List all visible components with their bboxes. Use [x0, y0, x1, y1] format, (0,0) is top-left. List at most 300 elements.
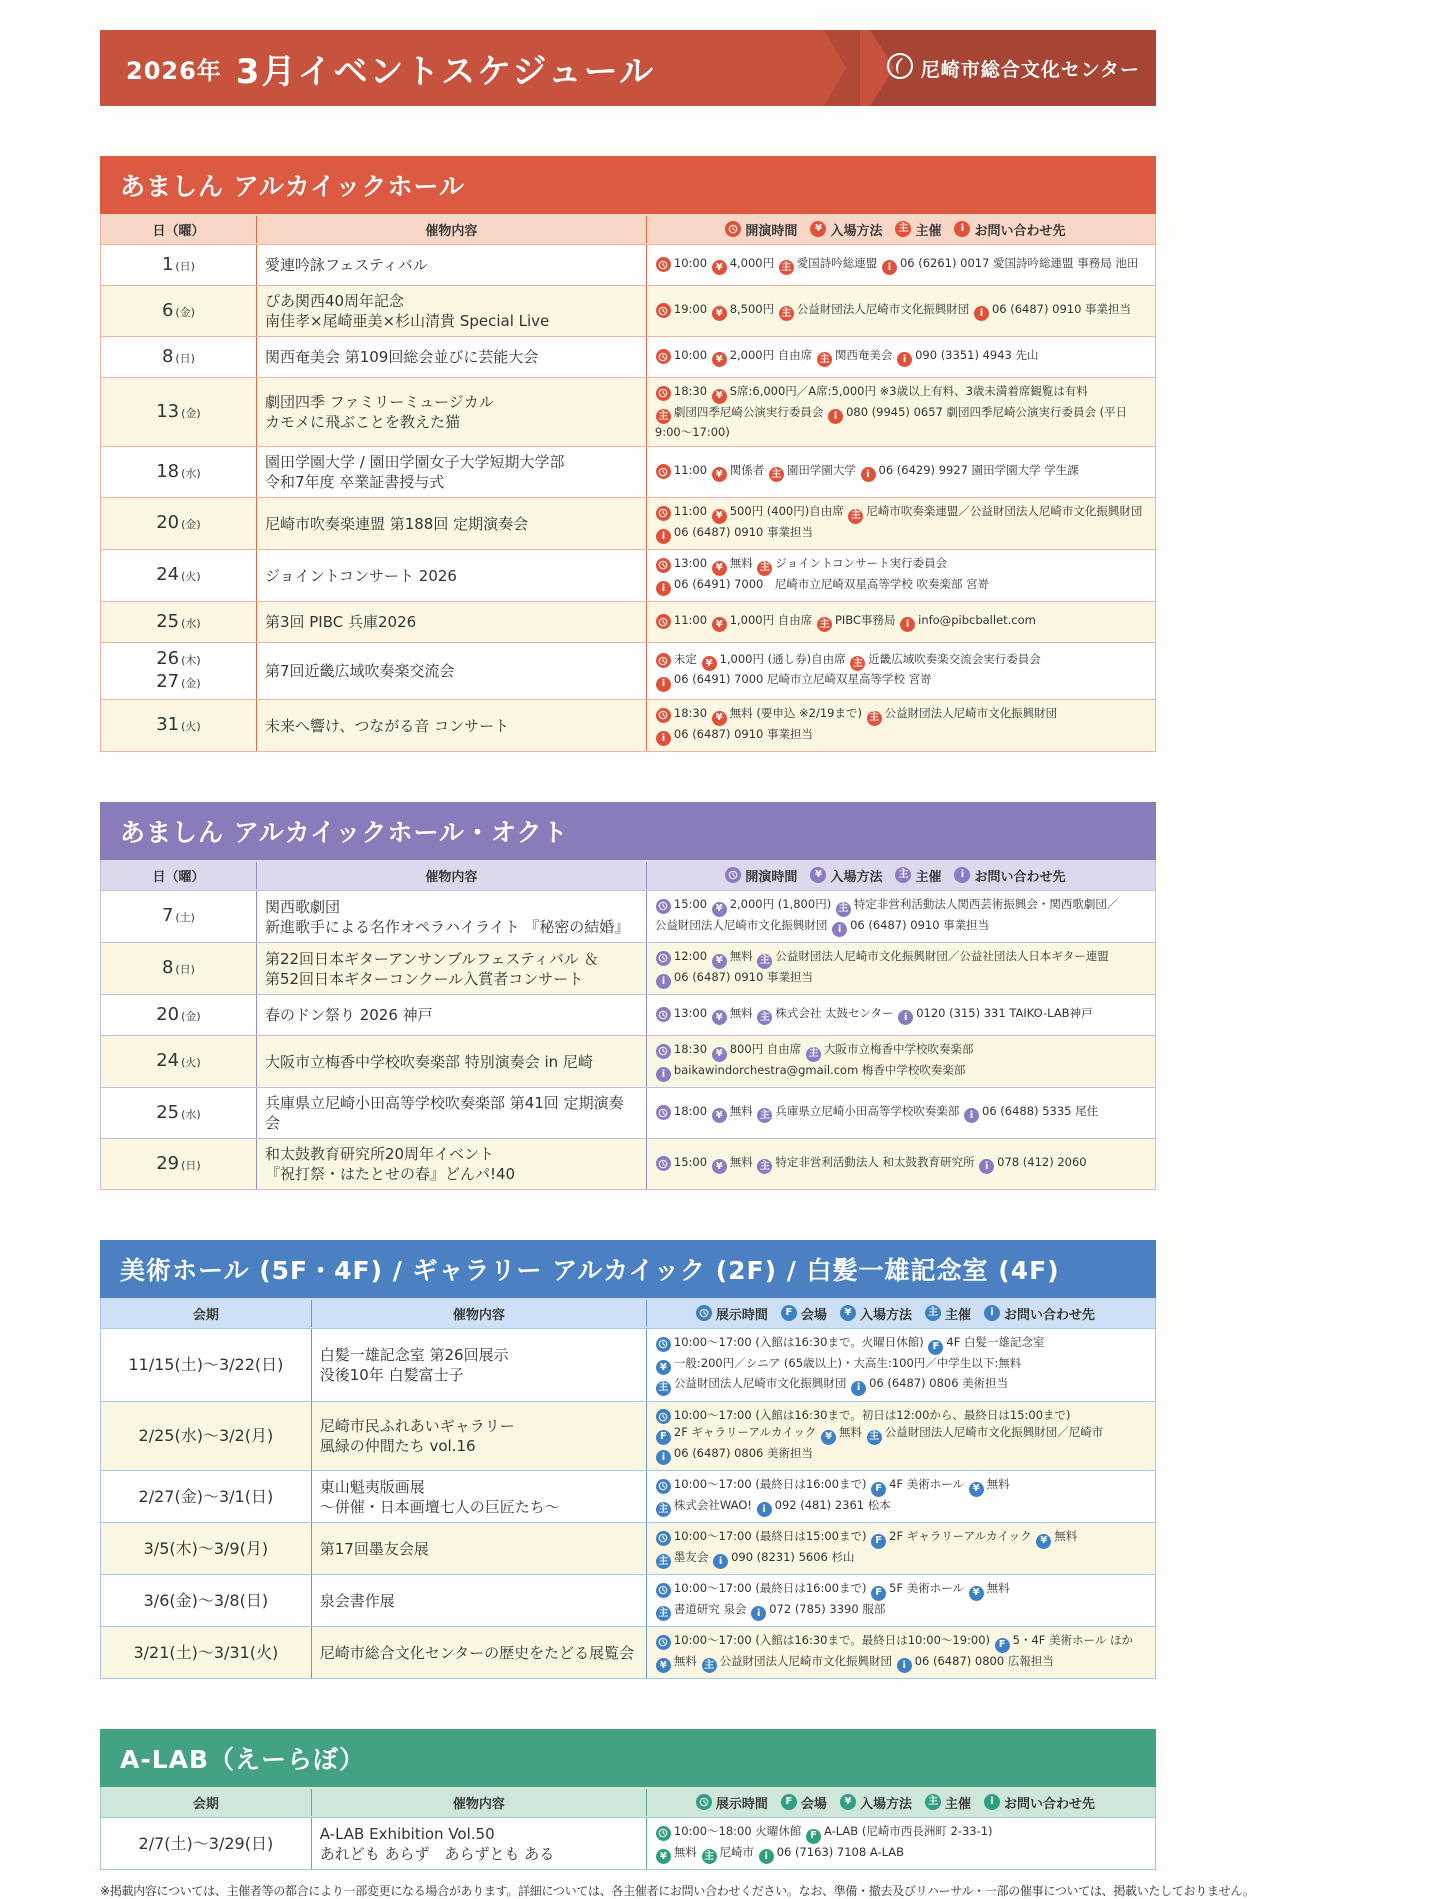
- event-details: [646, 1036, 1155, 1087]
- event-row: [101, 942, 1155, 994]
- text: 06 (6487) 0910 事業担当: [673, 969, 814, 984]
- text: 06 (7163) 7108 A-LAB: [776, 1844, 905, 1859]
- organizer-icon: 主: [702, 1849, 717, 1864]
- event-date-line: [156, 1153, 201, 1176]
- event-title: [311, 1627, 646, 1678]
- text: 公益財団法人尼崎市文化振興財団: [654, 917, 832, 932]
- event-title-line: 尼崎市吹奏楽連盟 第188回 定期演奏会: [264, 514, 529, 533]
- organizer-icon: 主: [867, 711, 882, 726]
- event-details: [646, 337, 1155, 377]
- event-title-line: 大阪市立梅香中学校吹奏楽部 特別演奏会 in 尼崎: [264, 1052, 593, 1071]
- event-details-line: [655, 1445, 1147, 1466]
- text: 06 (6487) 0806 美術担当: [673, 1445, 814, 1460]
- event-details-line: [655, 383, 1147, 404]
- column-header-date: 日（曜）: [152, 869, 205, 885]
- organizer-icon: 主: [757, 1108, 772, 1123]
- text: 10:00～17:00 (最終日は15:00まで): [673, 1529, 871, 1543]
- info-icon: i: [759, 1849, 774, 1864]
- clock-icon: [656, 951, 671, 966]
- yen-icon: ¥: [656, 1849, 671, 1864]
- text: 4,000円: [729, 255, 778, 270]
- event-row: [101, 497, 1155, 549]
- yen-icon: ¥: [702, 656, 717, 671]
- event-title-line: 愛連吟詠フェスティバル: [264, 256, 428, 274]
- event-date: [101, 1036, 256, 1087]
- venue-icon: F: [656, 1430, 671, 1445]
- table-header: [101, 214, 1155, 244]
- section-amashin-alkaic-hall: [100, 156, 1156, 752]
- text: PIBC事務局: [834, 612, 900, 627]
- text: 無料: [673, 1653, 701, 1668]
- organizer-icon: 主: [895, 867, 911, 883]
- info-icon: i: [713, 1554, 728, 1569]
- event-details-line: [655, 1653, 1147, 1674]
- event-date-range: 2/27(金)～3/1(日): [138, 1487, 274, 1506]
- event-details-line: [655, 726, 1147, 747]
- schedule-table: [100, 1298, 1156, 1679]
- clock-icon: [656, 1156, 671, 1171]
- info-icon: i: [974, 306, 989, 321]
- event-date: [101, 1088, 256, 1138]
- event-row: [101, 446, 1155, 497]
- event-title-line: 『祝打祭・はたとせの春』どんパ!40: [264, 1165, 516, 1183]
- yen-icon: ¥: [810, 221, 826, 237]
- event-row: [101, 601, 1155, 642]
- text: 尼崎市吹奏楽連盟／公益財団法人尼崎市文化振興財団: [866, 504, 1143, 518]
- event-date-line: [162, 300, 195, 323]
- event-date-range: 3/21(土)～3/31(火): [133, 1643, 279, 1662]
- event-row: [101, 1574, 1155, 1626]
- yen-icon: ¥: [712, 389, 727, 404]
- text: 15:00: [673, 1154, 711, 1169]
- text: 兵庫県立尼崎小田高等学校吹奏楽部: [775, 1103, 964, 1118]
- info-icon: i: [900, 617, 915, 632]
- text: お問い合わせ先: [974, 869, 1066, 885]
- text: 墨友会: [673, 1549, 713, 1564]
- organizer-icon: 主: [895, 221, 911, 237]
- event-weekday: (日): [175, 963, 195, 976]
- text: 関西奄美会: [834, 347, 897, 362]
- event-details-line: [655, 948, 1147, 969]
- event-row: [101, 1522, 1155, 1574]
- event-title: [256, 643, 646, 699]
- event-date-line: [156, 401, 201, 424]
- text: 500円 (400円)自由席: [729, 504, 848, 518]
- event-details: [646, 1329, 1155, 1401]
- banner-year: 2026年: [126, 56, 222, 85]
- event-day-number: 24: [156, 1050, 180, 1071]
- event-weekday: (金): [181, 677, 201, 690]
- event-details: [646, 550, 1155, 601]
- event-day-number: 20: [156, 1003, 180, 1025]
- event-row: [101, 994, 1155, 1035]
- event-title-line: 令和7年度 卒業証書授与式: [264, 473, 445, 491]
- event-details-line: [655, 1154, 1147, 1175]
- event-details-line: [655, 524, 1147, 545]
- text: 開演時間: [745, 223, 798, 239]
- event-details: [646, 891, 1155, 942]
- yen-icon: ¥: [712, 617, 727, 632]
- text: 06 (6261) 0017 愛国詩吟総連盟 事務局 池田: [899, 255, 1139, 270]
- clock-icon: [725, 221, 741, 237]
- text: 06 (6487) 0806 美術担当: [869, 1376, 1009, 1390]
- event-weekday: (金): [181, 518, 201, 531]
- event-details-line: [655, 1062, 1147, 1083]
- text: 092 (481) 2361 松本: [774, 1497, 891, 1512]
- event-title-line: 白髪一雄記念室 第26回展示: [319, 1345, 509, 1364]
- footnote: ※掲載内容については、主催者等の都合により一部変更になる場合があります。詳細については、各主催者にお問い合わせください。なお、準備・撤去及びリハーサル・一部の催事については、掲載いたしておりません。: [100, 1884, 1255, 1898]
- event-details: [646, 700, 1155, 751]
- text: 会場: [800, 1796, 827, 1812]
- event-title-line: カモメに飛ぶことを教えた猫: [264, 413, 460, 431]
- yen-icon: ¥: [712, 306, 727, 321]
- event-row: [101, 1328, 1155, 1401]
- event-row: [101, 285, 1155, 336]
- event-date-line: [162, 957, 195, 980]
- event-details-line: [655, 917, 1147, 938]
- text: 株式会社 太鼓センター: [775, 1005, 898, 1020]
- event-date: [101, 891, 256, 942]
- event-details-line: [655, 1334, 1147, 1355]
- event-title: [311, 1575, 646, 1626]
- table-header: [101, 860, 1155, 890]
- column-header-legend: [646, 216, 1155, 243]
- text: 11:00: [673, 612, 711, 627]
- event-title-line: 関西歌劇団: [264, 897, 340, 916]
- clock-icon: [656, 1337, 671, 1352]
- section-title: 美術ホール (5F・4F) / ギャラリー アルカイック (2F) / 白髪一雄記念室 (4F): [100, 1240, 1156, 1298]
- event-title-line: 春のドン祭り 2026 神戸: [264, 1006, 433, 1024]
- text: 無料: [729, 1154, 757, 1169]
- organizer-icon: 主: [867, 1430, 882, 1445]
- event-title-line: あれども あらず あらずとも ある: [319, 1844, 555, 1863]
- text: 06 (6491) 7000 尼崎市立尼崎双星高等学校 吹奏楽部 宮嵜: [673, 576, 990, 591]
- event-details-line: [655, 896, 1147, 917]
- info-icon: i: [964, 1108, 979, 1123]
- column-header-content: 催物内容: [311, 1300, 646, 1327]
- event-date: [101, 602, 256, 642]
- organizer-icon: 主: [757, 1010, 772, 1025]
- text: お問い合わせ先: [1003, 1307, 1095, 1323]
- yen-icon: ¥: [712, 1047, 727, 1062]
- event-day-number: 25: [156, 610, 180, 632]
- text: 13:00: [673, 1005, 711, 1020]
- text: 10:00～18:00 火曜休館: [673, 1824, 805, 1838]
- text: 特定非営利活動法人 和太鼓教育研究所: [775, 1154, 979, 1169]
- event-details-line: [655, 255, 1147, 276]
- text: 無料: [729, 556, 757, 570]
- section-title: A-LAB（えーらぼ）: [100, 1729, 1156, 1787]
- event-date-line: [156, 611, 201, 634]
- event-date-range: 2/25(水)～3/2(月): [138, 1426, 274, 1446]
- event-row: [101, 1626, 1155, 1678]
- event-row: [101, 244, 1155, 285]
- event-details-line: [655, 462, 1147, 483]
- event-title-line: 和太鼓教育研究所20周年イベント: [264, 1145, 495, 1163]
- text: 展示時間: [715, 1796, 768, 1812]
- event-date-line: [156, 648, 201, 671]
- event-title: [311, 1471, 646, 1522]
- info-icon: i: [757, 1502, 772, 1517]
- organizer-icon: 主: [656, 1606, 671, 1621]
- event-details: [646, 995, 1155, 1035]
- event-row: [101, 1087, 1155, 1138]
- clock-icon: [656, 506, 671, 521]
- event-date-range: 3/6(金)～3/8(日): [143, 1591, 269, 1610]
- clock-icon: [656, 899, 671, 914]
- event-date-range: 2/7(土)～3/29(日): [138, 1834, 274, 1853]
- event-title-line: 第52回日本ギターコンクール入賞者コンサート: [264, 969, 584, 988]
- event-title: [256, 337, 646, 377]
- event-day-number: 26: [156, 648, 180, 669]
- info-icon: i: [656, 1067, 671, 1082]
- text: 18:00: [673, 1103, 711, 1118]
- info-icon: i: [656, 677, 671, 692]
- text: 15:00: [673, 897, 711, 911]
- text: 18:30: [673, 1042, 711, 1056]
- event-details: [646, 1088, 1155, 1138]
- page-title: 3月イベントスケジュール: [235, 51, 656, 92]
- text: 無料: [729, 949, 757, 963]
- venue-icon: F: [871, 1482, 886, 1497]
- organizer-icon: 主: [757, 561, 772, 576]
- event-day-number: 25: [156, 1101, 180, 1123]
- event-title: [256, 286, 646, 336]
- section-a-lab: [100, 1729, 1156, 1870]
- text: 4F 白髪一雄記念室: [946, 1335, 1045, 1349]
- event-details: [646, 1471, 1155, 1522]
- clock-icon: [656, 1826, 671, 1841]
- header-banner: [100, 30, 1156, 106]
- info-icon: i: [656, 731, 671, 746]
- text: 公益財団法人尼崎市文化振興財団: [884, 706, 1058, 720]
- clock-icon: [656, 1044, 671, 1059]
- organizer-icon: 主: [836, 902, 851, 917]
- event-day-number: 7: [161, 905, 174, 926]
- info-icon: i: [897, 1658, 912, 1673]
- text: 関係者: [729, 462, 768, 477]
- event-details-line: [655, 404, 1147, 442]
- clock-icon: [696, 1305, 712, 1321]
- venue-icon: F: [995, 1638, 1010, 1653]
- yen-icon: ¥: [821, 1430, 836, 1445]
- yen-icon: ¥: [840, 1305, 856, 1321]
- section-art-hall-gallery: [100, 1240, 1156, 1679]
- event-details-line: [655, 1580, 1147, 1601]
- text: 開演時間: [745, 869, 798, 885]
- event-date: [101, 943, 256, 994]
- text: A-LAB (尼崎市西長洲町 2-33-1): [824, 1824, 993, 1838]
- clock-icon: [725, 867, 741, 883]
- text: 10:00～17:00 (入館は16:30まで。火曜日休館): [673, 1335, 928, 1349]
- event-row: [101, 642, 1155, 699]
- clock-icon: [656, 708, 671, 723]
- event-weekday: (日): [175, 259, 195, 273]
- text: 18:30: [673, 706, 711, 720]
- yen-icon: ¥: [712, 902, 727, 917]
- yen-icon: ¥: [969, 1482, 984, 1497]
- event-row: [101, 699, 1155, 751]
- event-title-line: 第3回 PIBC 兵庫2026: [264, 613, 417, 631]
- text: 2,000円 (1,800円): [729, 897, 835, 911]
- info-icon: i: [861, 467, 876, 482]
- text: 2,000円 自由席: [729, 347, 816, 362]
- schedule-table: [100, 1787, 1156, 1870]
- event-details-line: [655, 503, 1147, 524]
- text: 尼崎市: [719, 1844, 758, 1859]
- event-title-line: 尼崎市民ふれあいギャラリー: [319, 1416, 515, 1435]
- yen-icon: ¥: [969, 1586, 984, 1601]
- text: 19:00: [673, 301, 711, 316]
- section-amashin-alkaic-hall-oct: [100, 802, 1156, 1190]
- text: 11:00: [673, 462, 711, 477]
- event-title-line: 第17回墨友会展: [319, 1539, 429, 1558]
- text: 一般:200円／シニア (65歳以上)・大高生:100円／中学生以下:無料: [673, 1355, 1022, 1370]
- text: 主催: [915, 223, 942, 239]
- text: 主催: [944, 1796, 971, 1812]
- text: 入場方法: [859, 1796, 912, 1812]
- event-details-line: [655, 1549, 1147, 1570]
- yen-icon: ¥: [712, 352, 727, 367]
- event-details: [646, 286, 1155, 336]
- event-details-line: [655, 1041, 1147, 1062]
- yen-icon: ¥: [712, 1010, 727, 1025]
- schedule-table: [100, 214, 1156, 752]
- info-icon: i: [828, 409, 843, 424]
- yen-icon: ¥: [712, 260, 727, 275]
- event-weekday: (火): [181, 1056, 201, 1069]
- text: 06 (6487) 0910 事業担当: [850, 917, 990, 932]
- event-weekday: (水): [181, 1107, 201, 1121]
- text: 株式会社WAO!: [673, 1497, 756, 1512]
- clock-icon: [656, 558, 671, 573]
- column-header-legend: [646, 1789, 1155, 1816]
- section-title: あましん アルカイックホール・オクト: [100, 802, 1156, 860]
- event-title: [256, 1036, 646, 1087]
- event-title: [311, 1523, 646, 1574]
- sections: [100, 156, 1156, 1870]
- text: 主催: [915, 869, 942, 885]
- organizer-icon: 主: [757, 1159, 772, 1174]
- event-title: [256, 245, 646, 285]
- text: 5F 美術ホール: [889, 1581, 968, 1595]
- event-title: [256, 700, 646, 751]
- event-details-line: [655, 576, 1147, 597]
- text: 5・4F 美術ホール ほか: [1012, 1633, 1133, 1647]
- event-date: [101, 245, 256, 285]
- clock-icon: [656, 464, 671, 479]
- clock-icon: [656, 1105, 671, 1120]
- event-date: [101, 498, 256, 549]
- text: 公益財団法人尼崎市文化振興財団: [719, 1653, 896, 1668]
- text: 10:00: [673, 347, 711, 362]
- text: 劇団四季尼崎公演実行委員会: [673, 404, 828, 419]
- event-details-line: [655, 1528, 1147, 1549]
- event-date: [101, 1402, 311, 1471]
- event-title-line: ～併催・日本画壇七人の巨匠たち～: [319, 1497, 560, 1516]
- column-header-date: 会期: [192, 1796, 219, 1812]
- venue-icon: F: [781, 1794, 797, 1810]
- event-date: [101, 286, 256, 336]
- event-date-line: [156, 461, 201, 484]
- organizer-icon: 主: [779, 260, 794, 275]
- column-header-date: 会期: [192, 1307, 219, 1323]
- event-details-line: [655, 1424, 1147, 1445]
- event-title-line: ジョイントコンサート 2026: [264, 566, 457, 585]
- event-date-line: [162, 905, 195, 928]
- text: 近畿広域吹奏楽交流会実行委員会: [868, 651, 1041, 666]
- center-logo-text: 尼崎市総合文化センター: [920, 58, 1140, 81]
- yen-icon: ¥: [712, 954, 727, 969]
- event-weekday: (火): [181, 570, 201, 583]
- organizer-icon: 主: [656, 409, 671, 424]
- text: S席:6,000円／A席:5,000円 ※3歳以上有料、3歳未満着席観覧は有料: [729, 384, 1088, 398]
- event-weekday: (水): [181, 616, 201, 630]
- info-icon: i: [984, 1794, 1000, 1810]
- event-details-line: [655, 969, 1147, 990]
- text: 大阪市立梅香中学校吹奏楽部: [823, 1042, 974, 1056]
- text: 園田学園大学: [786, 462, 860, 477]
- venue-icon: F: [806, 1829, 821, 1844]
- event-row: [101, 1401, 1155, 1471]
- event-details: [646, 943, 1155, 994]
- event-details: [646, 1818, 1155, 1869]
- clock-icon: [656, 386, 671, 401]
- clock-icon: [656, 1479, 671, 1494]
- text: 12:00: [673, 949, 711, 963]
- text: 1,000円 (通し券)自由席: [719, 651, 850, 666]
- event-date: [101, 1818, 311, 1869]
- event-weekday: (金): [181, 1009, 201, 1023]
- event-row: [101, 377, 1155, 446]
- event-date: [101, 1329, 311, 1401]
- clock-icon: [656, 614, 671, 629]
- yen-icon: ¥: [712, 1108, 727, 1123]
- info-icon: i: [751, 1606, 766, 1621]
- event-details-line: [655, 651, 1147, 672]
- event-details: [646, 1575, 1155, 1626]
- event-day-number: 27: [156, 671, 180, 692]
- event-day-number: 20: [156, 512, 180, 533]
- info-icon: i: [656, 1450, 671, 1465]
- event-day-number: 8: [161, 345, 174, 367]
- organizer-icon: 主: [702, 1658, 717, 1673]
- venue-icon: F: [871, 1534, 886, 1549]
- text: 公益財団法人尼崎市文化振興財団／公益社団法人日本ギター連盟: [775, 949, 1109, 963]
- text: 主催: [944, 1307, 971, 1323]
- text: 090 (8231) 5606 杉山: [731, 1549, 855, 1564]
- yen-icon: ¥: [712, 1159, 727, 1174]
- organizer-icon: 主: [656, 1381, 671, 1396]
- event-date: [101, 337, 256, 377]
- text: 会場: [800, 1307, 827, 1323]
- event-title: [311, 1329, 646, 1401]
- event-title-line: 新進歌手による名作オペラハイライト 『秘密の結婚』: [264, 917, 630, 936]
- event-title: [256, 378, 646, 446]
- event-title-line: 未来へ響け、つながる音 コンサート: [264, 716, 510, 735]
- organizer-icon: 主: [850, 656, 865, 671]
- event-date: [101, 995, 256, 1035]
- info-icon: i: [954, 221, 970, 237]
- column-header-content: 催物内容: [311, 1789, 646, 1816]
- event-date: [101, 550, 256, 601]
- event-weekday: (火): [181, 720, 201, 733]
- event-title: [256, 943, 646, 994]
- clock-icon: [656, 349, 671, 364]
- clock-icon: [656, 1409, 671, 1424]
- text: 080 (9945) 0657 劇団四季尼崎公演実行委員会 (平日9:00～17:00): [654, 404, 1128, 439]
- event-title: [311, 1818, 646, 1869]
